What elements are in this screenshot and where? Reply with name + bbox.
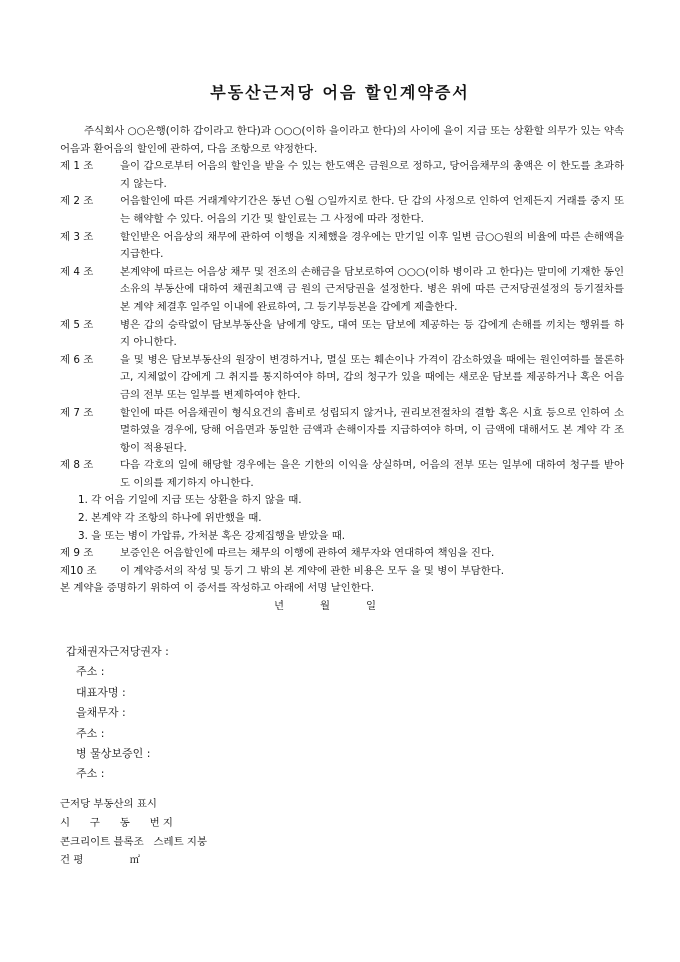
- signature-debtor: 을채무자 :: [76, 706, 126, 720]
- contract-body: [60, 123, 624, 616]
- article-number: 제 7 조: [60, 406, 94, 419]
- article: [60, 229, 624, 264]
- article-text: 보증인은 어음할인에 따르는 채무의 이행에 관하여 채무자와 연대하여 책임을 진다.: [120, 547, 495, 560]
- article-number: 제 5 조: [60, 318, 94, 331]
- article-number: 제 9 조: [60, 547, 94, 560]
- articles-section: [60, 158, 624, 492]
- article-number: 제 3 조: [60, 230, 94, 243]
- article-number: 제 2 조: [60, 195, 94, 208]
- article-text: 을 및 병은 담보부동산의 원장이 변경하거나, 멸실 또는 훼손이나 가격이 감소하였을 때에는 원인여하를 물론하고, 지체없이 갑에게 그 취지를 통지하여야 하며, 갑의 청구가 있을 때에는 새로운 담보를 제공하거나 혹은 어음금의 전부 또는 일부를 변제하여야 한다.: [120, 353, 624, 401]
- article: [60, 563, 624, 581]
- signature-creditor: 갑채권자근저당권자 :: [66, 645, 169, 658]
- article-text: 다음 각호의 일에 해당할 경우에는 을은 기한의 이익을 상실하며, 어음의 전부 또는 일부에 대하여 청구를 받아도 이의를 제기하지 아니한다.: [120, 459, 624, 489]
- article: [60, 264, 624, 317]
- signature-address: 주소 :: [76, 726, 105, 740]
- property-heading: 근저당 부동산의 표시: [60, 798, 157, 810]
- article-number: 제 1 조: [60, 160, 94, 173]
- document-title: 부동산근저당 어음 할인계약증서: [210, 83, 470, 102]
- article-8-list: [60, 492, 624, 545]
- property-description: [60, 795, 207, 870]
- date-month: 월: [320, 600, 331, 613]
- article-number: 제 6 조: [60, 353, 94, 366]
- article-text: 을이 갑으로부터 어음의 할인을 받을 수 있는 한도액은 금원으로 정하고, 당어음채무의 총액은 이 한도를 초과하지 않는다.: [120, 160, 624, 190]
- article: [60, 405, 624, 458]
- signature-block: [66, 642, 169, 785]
- property-area: 건 평 ㎡: [60, 854, 141, 867]
- date-year: 년: [274, 600, 285, 613]
- articles-section-2: [60, 545, 624, 580]
- property-address: 시 구 동 번 지: [60, 816, 173, 829]
- signature-guarantor: 병 물상보증인 :: [76, 747, 151, 761]
- article: [60, 545, 624, 563]
- article: [60, 193, 624, 228]
- article: [60, 352, 624, 405]
- closing-statement: 본 계약을 증명하기 위하여 이 증서를 작성하고 아래에 서명 날인한다.: [60, 582, 375, 595]
- article-text: 본계약에 따르는 어음상 채무 및 전조의 손해금을 담보로하여 ○○○(이하 병이라 고 한다)는 말미에 기재한 동인소유의 부동산에 대하여 채권최고액 금 원의 근저당권을 설정한다. 병은 위에 따른 근저당권설정의 등기절차를 본 계약 체결후 일주일 이내에 완료하여, 그 등기부등본을 갑에게 제출한다.: [120, 265, 624, 313]
- list-item: 1. 각 어음 기일에 지급 또는 상환을 하지 않을 때.: [78, 494, 302, 507]
- article-text: 할인받은 어음상의 채무에 관하여 이행을 지체했을 경우에는 만기일 이후 일변 금○○원의 비율에 따른 손해액을 지급한다.: [120, 230, 624, 261]
- article-number: 제 4 조: [60, 265, 94, 278]
- list-item: 3. 을 또는 병이 가압류, 가처분 혹은 강제집행을 받았을 때.: [78, 529, 346, 542]
- article: [60, 158, 624, 193]
- property-structure: 콘크리이트 블록조 스레트 지붕: [60, 835, 207, 848]
- intro-paragraph: 주식회사 ○○은행(이하 갑이라고 한다)과 ○○○(이하 을이라고 한다)의 사이에 을이 지급 또는 상환할 의무가 있는 약속어음과 환어음의 할인에 관하여, 다음 조항으로 약정한다.: [60, 125, 624, 155]
- article-text: 병은 갑의 승락없이 담보부동산을 남에게 양도, 대여 또는 담보에 제공하는 등 갑에게 손해를 끼치는 행위를 하지 아니한다.: [120, 318, 624, 349]
- article-text: 할인에 따른 어음채권이 형식요건의 흠비로 성립되지 않거나, 권리보전절차의 결함 혹은 시효 등으로 인하여 소멸하였을 경우에, 당해 어음면과 동일한 금액과 손해이자를 지급하여야 하며, 이 금액에 대해서도 본 계약 각 조항이 적용된다.: [120, 406, 624, 454]
- list-item: 2. 본계약 각 조항의 하나에 위반했을 때.: [78, 512, 262, 525]
- signature-representative: 대표자명 :: [76, 685, 126, 699]
- signature-address: 주소 :: [76, 767, 105, 781]
- article: [60, 317, 624, 352]
- date-line: [60, 598, 624, 616]
- signature-address: 주소 :: [76, 665, 105, 679]
- article-number: 제10 조: [60, 564, 97, 577]
- article-number: 제 8 조: [60, 459, 94, 472]
- date-day: 일: [366, 600, 377, 613]
- article-text: 어음할인에 따른 거래계약기간은 동년 ○월 ○일까지로 한다. 단 갑의 사정으로 인하여 언제든지 거래를 중지 또는 해약할 수 있다. 어음의 기간 및 할인료는 그 사정에 따라 정한다.: [120, 195, 624, 225]
- article: [60, 457, 624, 492]
- article-text: 이 계약증서의 작성 및 등기 그 밖의 본 계약에 관한 비용은 모두 을 및 병이 부담한다.: [120, 564, 505, 577]
